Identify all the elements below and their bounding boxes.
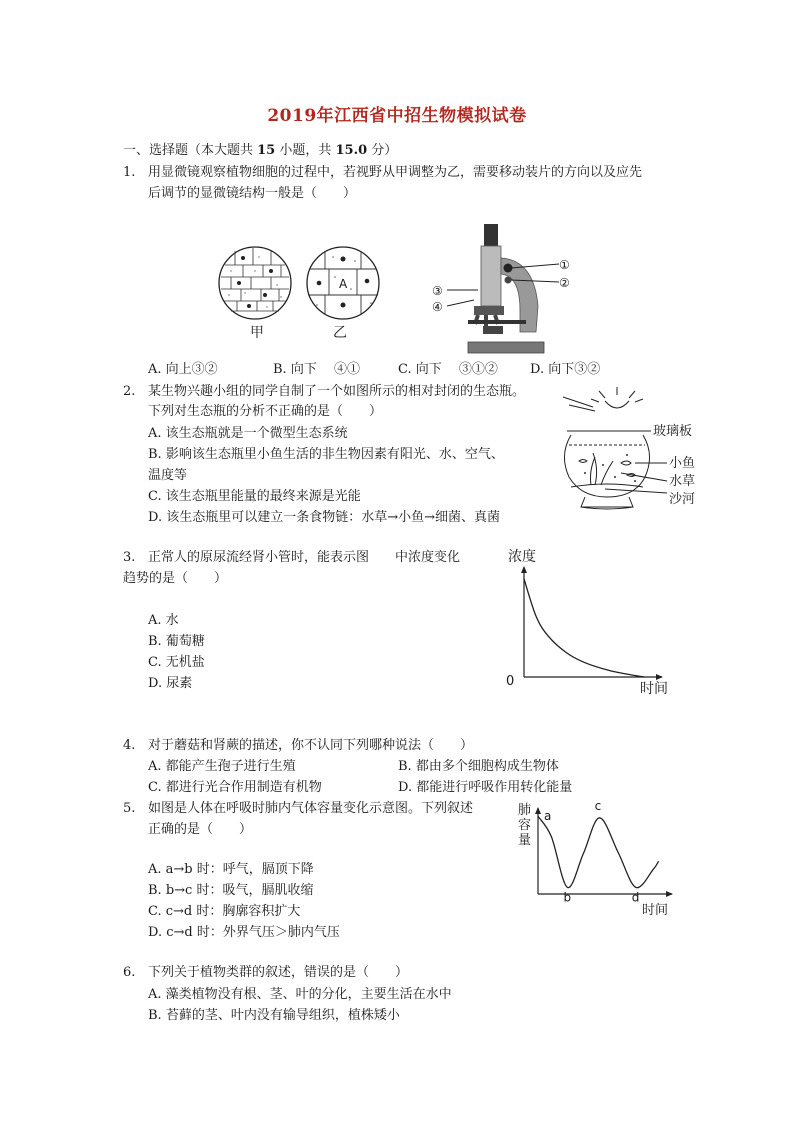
chart2-x-arrow [666,891,673,897]
mark-3: ③ [432,284,443,298]
concentration-chart [500,545,685,700]
fig-label-jia: 甲 [250,325,264,341]
chart2-y-arrow [535,807,541,814]
q5-option-a[interactable]: A. a→b 时：呼气，膈顶下降 [148,862,314,877]
chart1-xlabel: 时间 [640,681,668,697]
page-title: 2019年江西省中招生物模拟试卷 [267,106,527,126]
mark-1: ① [559,258,570,272]
q3-number: 3. [123,550,136,565]
mark-2: ② [559,276,570,290]
mark-4: ④ [432,300,443,314]
lung-volume-chart [512,798,682,920]
q6-number: 6. [123,965,136,980]
q3-stem-line1: 正常人的原尿流经肾小管时，能表示图 中浓度变化 [148,550,461,565]
chart2-point-label-b: b [563,890,572,905]
cell-label-a: A [339,277,348,291]
q3-option-b[interactable]: B. 葡萄糖 [148,634,205,649]
q1-stem-line2: 后调节的显微镜结构一般是（ ） [148,186,357,201]
chart2-point-label-d: d [631,890,640,905]
q5-stem-line2: 正确的是（ ） [148,822,253,837]
q1-stem-line1: 用显微镜观察植物细胞的过程中，若视野从甲调整为乙，需要移动装片的方向以及应先 [148,165,643,180]
q2-option-c[interactable]: C. 该生态瓶里能量的最终来源是光能 [148,489,361,504]
concentration-chart-marks [521,566,663,680]
chart1-y-arrow [521,566,527,573]
q4-number: 4. [123,738,136,753]
q1-option-a[interactable]: A. 向上③② [148,362,218,377]
q4-option-c[interactable]: C. 都进行光合作用制造有机物 [148,780,322,795]
eco-bottle-figure [555,385,700,515]
q4-option-a[interactable]: A. 都能产生孢子进行生殖 [148,759,296,774]
q2-option-d[interactable]: D. 该生态瓶里可以建立一条食物链：水草→小鱼→细菌、真菌 [148,510,501,525]
q1-number: 1. [123,165,136,180]
q4-option-d[interactable]: D. 都能进行呼吸作用转化能量 [398,780,573,795]
q3-option-c[interactable]: C. 无机盐 [148,655,205,670]
cell-view-yi [307,247,379,319]
q2-stem-line1: 某生物兴趣小组的同学自制了一个如图所示的相对封闭的生态瓶。 [148,384,526,399]
q1-option-c[interactable]: C. 向下 ③①② [398,362,498,377]
question-count: 15 [257,143,276,158]
cell-view-jia [219,247,291,319]
q5-option-b[interactable]: B. b→c 时：吸气，膈肌收缩 [148,883,314,898]
q3-stem-line2: 趋势的是（ ） [123,571,228,586]
label-glass-plate: 玻璃板 [653,424,693,439]
chart2-ylabel-char-2: 容 [518,818,532,833]
microscope-figure [428,222,578,356]
total-score: 15.0 [335,143,368,158]
chart1-origin: 0 [506,674,515,689]
chart1-series-line [524,579,644,677]
microscope-drawing [447,224,559,353]
q6-option-b[interactable]: B. 苔藓的茎、叶内没有输导组织，植株矮小 [148,1008,400,1023]
sun-drawing [563,387,643,411]
q2-stem-line2: 下列对生态瓶的分析不正确的是（ ） [148,404,383,419]
section-heading-mid: 小题，共 [275,143,336,158]
q3-option-d[interactable]: D. 尿素 [148,676,193,691]
chart2-point-label-a: a [544,809,552,824]
q2-option-b-line2: 温度等 [148,468,188,483]
q6-option-a[interactable]: A. 藻类植物没有根、茎、叶的分化，主要生活在水中 [148,987,452,1002]
section-heading-post: 分） [367,143,398,158]
bottle-drawing [564,431,667,509]
q2-option-b[interactable] [148,447,504,463]
chart2-ylabel-char-1: 肺 [518,803,532,818]
section-heading-pre: 一、选择题（本大题共 [123,143,258,158]
q5-option-c[interactable]: C. c→d 时：胸廓容积扩大 [148,904,301,919]
lung-volume-chart-marks [535,799,673,905]
label-water-grass: 水草 [669,474,696,489]
q1-option-d[interactable]: D. 向下③② [530,362,601,377]
q5-stem-line1: 如图是人体在呼吸时肺内气体容量变化示意图。下列叙述 [148,801,474,816]
chart2-ylabel-char-3: 量 [518,833,532,848]
q4-option-b[interactable]: B. 都由多个细胞构成生物体 [398,759,559,774]
q2-number: 2. [123,384,136,399]
label-sand: 沙河 [669,492,696,507]
section-heading [123,143,397,159]
chart2-xlabel: 时间 [642,903,669,918]
q4-stem-line1: 对于蘑菇和肾蕨的描述，你不认同下列哪种说法（ ） [148,738,474,753]
q6-stem-line1: 下列关于植物类群的叙述，错误的是（ ） [148,965,409,980]
chart2-point-label-c: c [594,798,602,813]
chart1-x-arrow [656,674,663,680]
q1-cell-figure [215,245,385,340]
fig-label-yi: 乙 [333,325,347,341]
chart2-series-line [538,816,659,888]
q2-option-b-line1: B. 影响该生态瓶里小鱼生活的非生物因素有阳光、水、空气、 [148,447,504,462]
q1-option-b[interactable]: B. 向下 ④① [273,362,360,377]
q5-option-d[interactable]: D. c→d 时：外界气压＞肺内气压 [148,925,340,940]
q5-number: 5. [123,801,136,816]
chart1-ylabel: 浓度 [508,549,536,565]
q3-option-a[interactable]: A. 水 [148,613,179,628]
label-small-fish: 小鱼 [669,456,696,471]
q2-option-a[interactable]: A. 该生态瓶就是一个微型生态系统 [148,426,348,441]
